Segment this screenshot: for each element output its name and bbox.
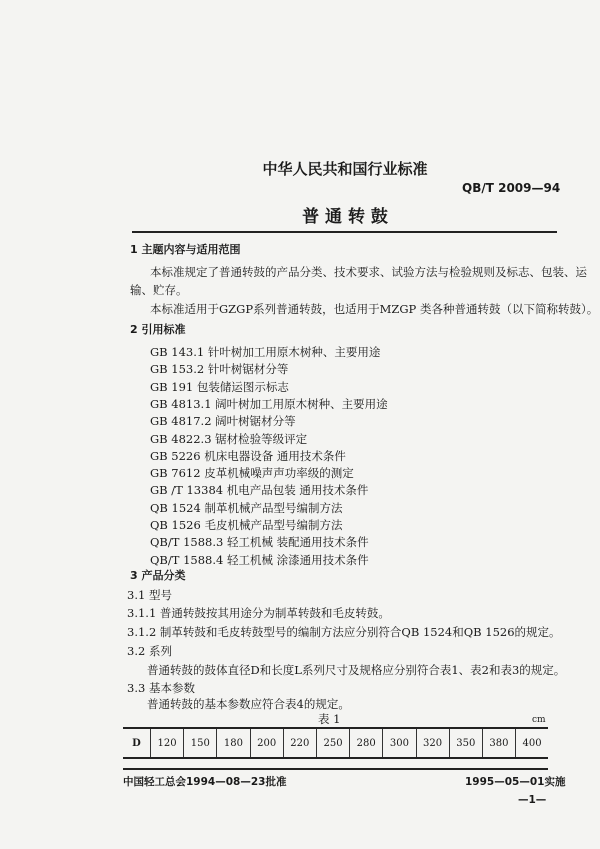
table-cell: 350 xyxy=(449,728,482,758)
reference-item: GB 191 包装储运图示标志 xyxy=(150,379,289,394)
standard-code: QB/T 2009—94 xyxy=(462,181,561,195)
reference-item: GB 7612 皮革机械噪声声功率级的测定 xyxy=(150,466,354,481)
table-unit: cm xyxy=(532,715,546,725)
paragraph: 本标准规定了普通转鼓的产品分类、技术要求、试验方法与检验规则及标志、包装、运 xyxy=(150,265,587,279)
table-caption: 表 1 xyxy=(318,712,341,726)
paragraph: 普通转鼓的基本参数应符合表4的规定。 xyxy=(147,697,350,711)
clause: 3.1.2 制革转鼓和毛皮转鼓型号的编制方法应分别符合QB 1524和QB 1526的规定。 xyxy=(127,625,561,639)
table-cell: 200 xyxy=(250,728,283,758)
reference-item: GB 4817.2 阔叶树锯材分等 xyxy=(150,414,296,429)
table-cell: 120 xyxy=(151,728,184,758)
page-number: —1— xyxy=(518,794,547,806)
reference-item: GB /T 13384 机电产品包装 通用技术条件 xyxy=(150,483,369,498)
reference-item: GB 4822.3 锯材检验等级评定 xyxy=(150,431,308,446)
section-2-heading: 2 引用标准 xyxy=(130,323,186,336)
org-standard-heading: 中华人民共和国行业标准 xyxy=(262,160,428,178)
reference-item: QB/T 1588.4 轻工机械 涂漆通用技术条件 xyxy=(150,552,369,567)
footer-rule xyxy=(123,768,548,770)
title-rule xyxy=(132,231,557,233)
table-row xyxy=(123,728,548,758)
table-cell: 180 xyxy=(217,728,250,758)
reference-item: GB 4813.1 阔叶树加工用原木树种、主要用途 xyxy=(150,396,388,411)
table-cell: 380 xyxy=(482,728,515,758)
reference-item: QB 1526 毛皮机械产品型号编制方法 xyxy=(150,518,343,532)
subsection-heading: 3.1 型号 xyxy=(127,588,172,602)
table-cell: 320 xyxy=(416,728,449,758)
approval-date: 中国轻工总会1994—08—23批准 xyxy=(123,776,287,788)
paragraph: 输、贮存。 xyxy=(130,283,188,297)
table-cell: 150 xyxy=(184,728,217,758)
table-cell: 250 xyxy=(316,728,349,758)
section-1-heading: 1 主题内容与适用范围 xyxy=(130,243,241,256)
reference-item: GB 143.1 针叶树加工用原木树种、主要用途 xyxy=(150,345,381,359)
effective-date: 1995—05—01实施 xyxy=(465,776,566,788)
table-cell: 400 xyxy=(516,728,548,758)
table-1 xyxy=(123,727,548,759)
paragraph: 普通转鼓的鼓体直径D和长度L系列尺寸及规格应分别符合表1、表2和表3的规定。 xyxy=(147,663,566,677)
clause: 3.1.1 普通转鼓按其用途分为制革转鼓和毛皮转鼓。 xyxy=(127,606,390,620)
section-3-heading: 3 产品分类 xyxy=(130,569,186,582)
reference-item: GB 5226 机床电器设备 通用技术条件 xyxy=(150,448,346,463)
reference-item: GB 153.2 针叶树锯材分等 xyxy=(150,362,289,377)
table-cell: D xyxy=(132,737,141,749)
paragraph: 本标准适用于GZGP系列普通转鼓，也适用于MZGP 类各种普通转鼓（以下简称转鼓）。 xyxy=(150,302,599,316)
subsection-heading: 3.2 系列 xyxy=(127,644,172,658)
reference-item: QB/T 1588.3 轻工机械 装配通用技术条件 xyxy=(150,535,369,550)
table-cell: 220 xyxy=(283,728,316,758)
document-title: 普 通 转 鼓 xyxy=(302,207,388,227)
table-cell: 280 xyxy=(350,728,383,758)
reference-item: QB 1524 制革机械产品型号编制方法 xyxy=(150,500,343,515)
subsection-heading: 3.3 基本参数 xyxy=(127,681,195,695)
table-cell: 300 xyxy=(383,728,416,758)
